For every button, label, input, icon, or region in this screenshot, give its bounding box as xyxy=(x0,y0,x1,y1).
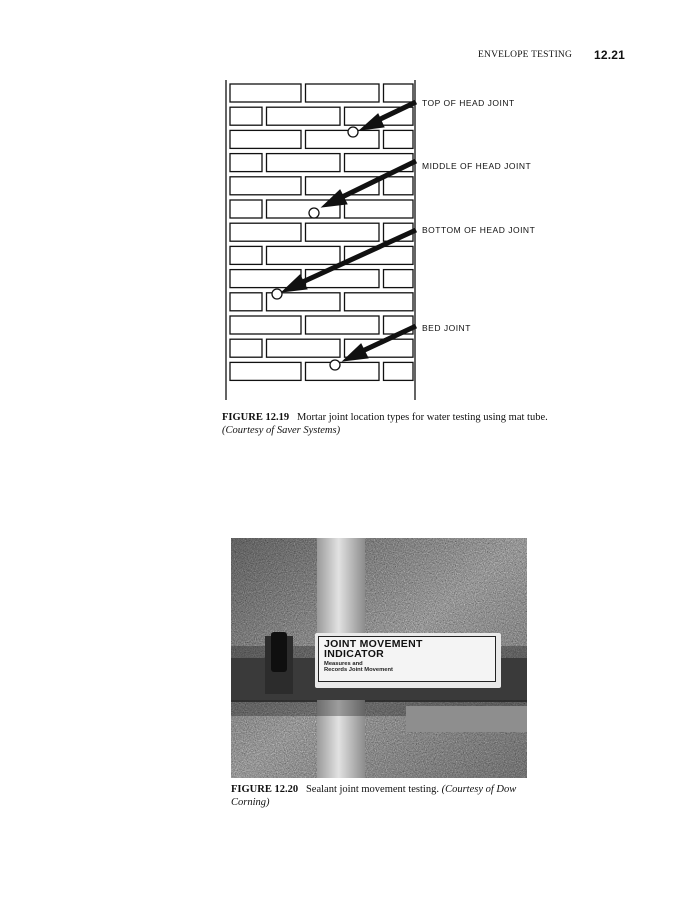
brick xyxy=(230,84,301,102)
brick xyxy=(230,107,262,125)
figure-12-20-credit: (Courtesy of Dow Corning) xyxy=(231,784,517,808)
indicator-title-line-2: INDICATOR xyxy=(324,648,385,660)
brick xyxy=(384,84,414,102)
brick xyxy=(267,107,341,125)
brick-wall xyxy=(226,80,415,400)
indicator-subtitle-line-1: Measures and xyxy=(324,661,363,667)
brick xyxy=(267,246,341,264)
indicator-knob xyxy=(271,632,287,672)
brick xyxy=(306,84,380,102)
figure-12-19-credit: (Courtesy of Saver Systems) xyxy=(222,425,341,436)
figure-12-20-text: Sealant joint movement testing. xyxy=(305,784,439,795)
marker-bed-joint xyxy=(330,360,340,370)
figure-12-20-caption xyxy=(231,783,531,809)
brick xyxy=(230,223,301,241)
brick xyxy=(230,339,262,357)
figure-12-19-text: Mortar joint location types for water testing using mat tube. xyxy=(296,412,548,423)
running-head xyxy=(470,47,630,63)
indicator-subtitle-line-2: Records Joint Movement xyxy=(324,667,393,673)
figure-12-19-caption xyxy=(222,411,552,437)
brick xyxy=(230,154,262,172)
brick xyxy=(230,293,262,311)
brick xyxy=(306,223,380,241)
brick xyxy=(306,362,380,380)
brick xyxy=(267,154,341,172)
brick xyxy=(306,270,380,288)
brick xyxy=(384,362,414,380)
brick xyxy=(230,177,301,195)
callout-bottom-head-joint: BOTTOM OF HEAD JOINT xyxy=(422,225,536,235)
joint-movement-indicator xyxy=(315,633,501,688)
indicator-label-panel xyxy=(318,636,496,682)
figure-12-20-photo xyxy=(231,538,527,778)
indicator-subtitle xyxy=(324,661,393,673)
brick xyxy=(345,293,414,311)
brick xyxy=(230,130,301,148)
brick xyxy=(230,362,301,380)
brick xyxy=(384,270,414,288)
brick xyxy=(306,316,380,334)
brick xyxy=(230,316,301,334)
brick xyxy=(230,200,262,218)
indicator-title xyxy=(324,639,423,659)
callout-arrows xyxy=(282,102,416,361)
figure-12-19-label: FIGURE 12.19 xyxy=(222,412,290,423)
page-number: 12.21 xyxy=(594,48,626,62)
figure-12-20-label: FIGURE 12.20 xyxy=(231,784,299,795)
brick-wall-diagram xyxy=(222,80,542,402)
brick xyxy=(345,200,414,218)
callout-top-head-joint: TOP OF HEAD JOINT xyxy=(422,98,515,108)
figure-12-19 xyxy=(222,80,542,402)
brick xyxy=(306,130,380,148)
callout-middle-head-joint: MIDDLE OF HEAD JOINT xyxy=(422,161,532,171)
running-head-section: ENVELOPE TESTING xyxy=(478,50,573,60)
marker-bottom-head-joint xyxy=(272,289,282,299)
brick xyxy=(267,339,341,357)
brick xyxy=(384,177,414,195)
indicator-title-line-1: JOINT MOVEMENT xyxy=(324,638,423,650)
callout-bed-joint: BED JOINT xyxy=(422,323,471,333)
marker-top-head-joint xyxy=(348,127,358,137)
marker-middle-head-joint xyxy=(309,208,319,218)
brick xyxy=(384,130,414,148)
brick xyxy=(230,246,262,264)
